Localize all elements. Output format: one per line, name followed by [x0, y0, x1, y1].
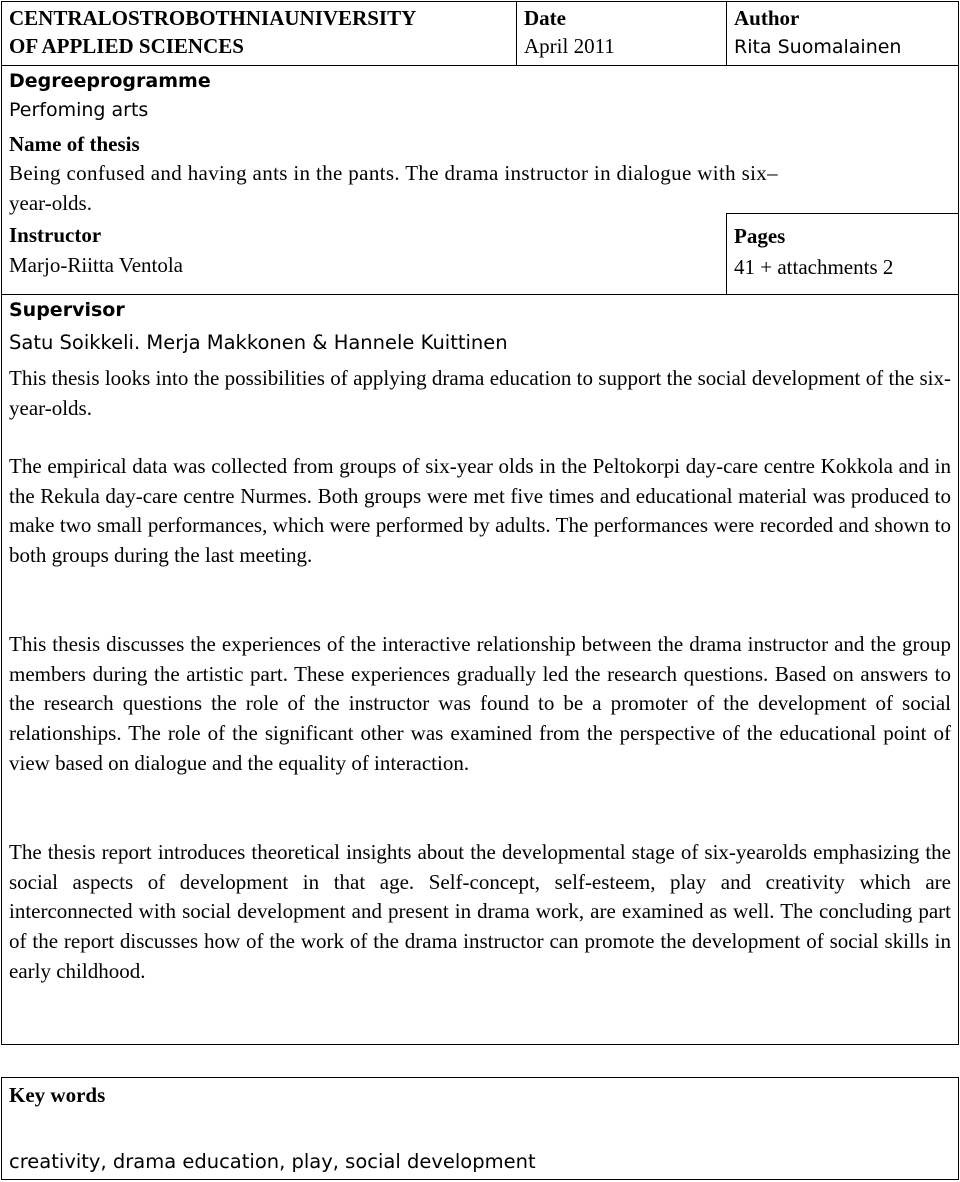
institution-name-line2: OF APPLIED SCIENCES — [9, 34, 244, 58]
instructor-value: Marjo-Riitta Ventola — [9, 253, 183, 277]
keywords-value: creativity, drama education, play, social development — [9, 1150, 536, 1173]
author-value: Rita Suomalainen — [734, 36, 902, 58]
thesis-title-line2: year-olds. — [9, 191, 92, 215]
pages-divider — [726, 213, 727, 294]
abstract-paragraph-1: This thesis looks into the possibilities of applying drama education to support the social development of the six-year-olds. — [9, 366, 951, 420]
header-bottom-line — [1, 65, 959, 66]
date-label: Date — [524, 6, 566, 30]
supervisor-value: Satu Soikkeli. Merja Makkonen & Hannele Kuittinen — [9, 331, 508, 354]
abstract-paragraph-2: The empirical data was collected from groups of six-year olds in the Peltokorpi day-care centre Kokkola and in the Rekula day-care centre Nurmes. Both groups were met five times and educational material was produced to make two small performances, which were performed by adults. The performances were recorded and shown to both groups during the last meeting. — [9, 454, 951, 568]
author-label: Author — [734, 6, 800, 30]
pages-top-line — [726, 213, 959, 214]
pages-value: 41 + attachments 2 — [734, 255, 894, 279]
instructor-bottom-line — [1, 294, 959, 295]
header-divider-2 — [726, 1, 727, 65]
abstract-paragraph-3: This thesis discusses the experiences of the interactive relationship between the drama instructor and the group members during the artistic part. These experiences gradually led the research questions. Based on answers to the research questions the role of the instructor was found to be a promoter of the development of social relationships. The role of the significant other was examined from the perspective of the educational point of view based on dialogue and the equality of interaction. — [9, 632, 951, 775]
keywords-label: Key words — [9, 1083, 106, 1107]
header-divider-1 — [516, 1, 517, 65]
date-value: April 2011 — [524, 34, 615, 58]
supervisor-label: Supervisor — [9, 299, 125, 321]
abstract-paragraph-4: The thesis report introduces theoretical insights about the developmental stage of six-yearolds emphasizing the social aspects of development in that age. Self-concept, self-esteem, play and creativity which are interconnected with social development and present in drama work, are examined as well. The concluding part of the report discusses how of the work of the drama instructor can promote the development of social skills in early childhood. — [9, 840, 951, 983]
degree-programme-value: Perfoming arts — [9, 99, 149, 121]
thesis-name-label: Name of thesis — [9, 132, 140, 156]
thesis-title-line1: Being confused and having ants in the pants. The drama instructor in dialogue with six– — [9, 161, 778, 185]
pages-label: Pages — [734, 224, 786, 248]
institution-name-line1: CENTRALOSTROBOTHNIAUNIVERSITY — [9, 6, 417, 30]
instructor-label: Instructor — [9, 223, 102, 247]
degree-programme-label: Degreeprogramme — [9, 70, 211, 92]
